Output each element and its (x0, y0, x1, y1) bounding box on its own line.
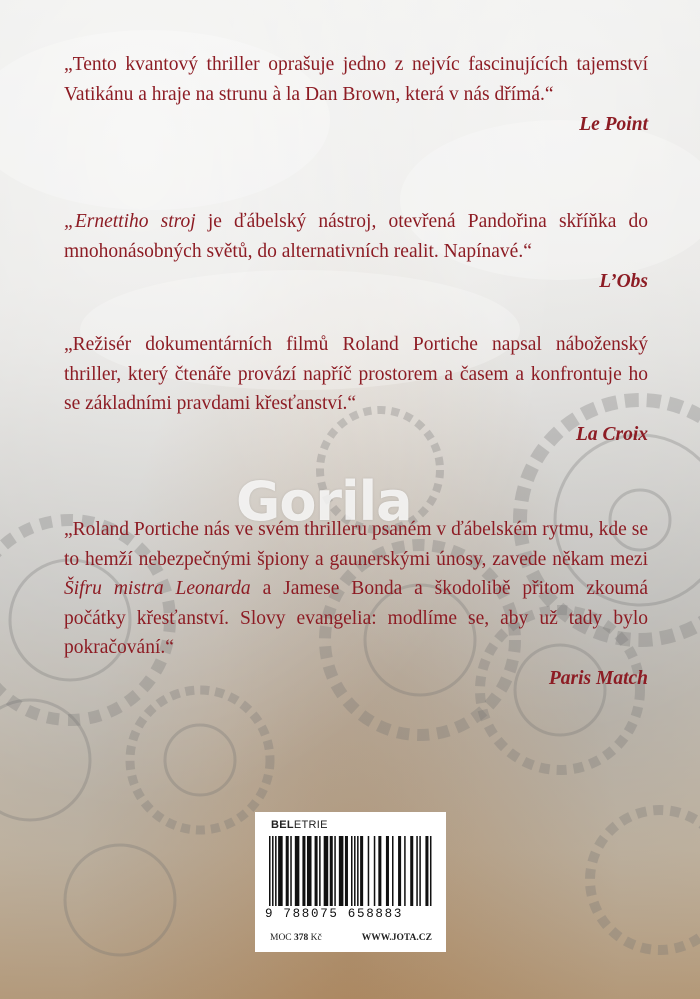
barcode-bar (334, 836, 336, 906)
barcode-bar (386, 836, 389, 906)
barcode-bar (275, 836, 277, 906)
publisher-watermark-logo: Gorila (236, 470, 412, 533)
quote-source: L’Obs (599, 271, 648, 292)
book-title-italic: Šifru mistra Leonarda (64, 578, 251, 599)
barcode-bar (315, 836, 318, 906)
barcode-bar (278, 836, 283, 906)
barcode-bar (419, 836, 421, 906)
barcode-bar (404, 836, 406, 906)
review-quote-1 (64, 50, 648, 138)
quote-text: „Tento kvantový thriller oprašuje jedno z nejvíc fascinujících tajemství Vatikánu a hraje na strunu à la Dan Brown, která v nás dřímá.“ (64, 54, 648, 105)
price: MOC 378 Kč (270, 933, 322, 943)
barcode-bar (286, 836, 289, 906)
review-quote-3 (64, 330, 648, 448)
quote-source: Paris Match (548, 667, 648, 689)
barcode-bar (269, 836, 271, 906)
series-label: BELETRIE (271, 819, 328, 831)
quote-text: „Ernettiho stroj je ďábelský nástroj, otevřená Pandořina skříňka do mnohonásobných světů, do alternativních realit. Napínavé.“ (64, 211, 648, 262)
book-title-italic: „Ernettiho stroj (64, 211, 196, 232)
barcode-bar (368, 836, 370, 906)
barcode-bar (354, 836, 356, 906)
isbn-digits: 9 788075 658883 (265, 907, 404, 921)
barcode-bar (324, 836, 329, 906)
barcode-bar (360, 836, 363, 906)
quote-text: „Roland Portiche nás ve svém thrilleru psaném v ďábelském rytmu, kde se to hemží nebezpečnými špiony a gaunerskými únosy, zavede někam mezi Šifru mistra Leonarda a Jamese Bonda a škodolibě přitom zkoumá počátky křesťanství. Slovy evangelia: modlíme se, aby už tady bylo pokračování.“ (64, 519, 648, 658)
isbn-barcode (269, 836, 433, 908)
barcode-bar (295, 836, 300, 906)
barcode-bar (272, 836, 274, 906)
barcode-bar (302, 836, 305, 906)
barcode-bar (430, 836, 432, 906)
barcode-bar (357, 836, 359, 906)
barcode-bar (378, 836, 381, 906)
barcode-bar (392, 836, 394, 906)
barcode-bar (290, 836, 292, 906)
barcode-bar (307, 836, 312, 906)
barcode-bar (410, 836, 413, 906)
barcode-label (255, 812, 446, 952)
barcode-bar (398, 836, 401, 906)
quote-source: Le Point (579, 114, 648, 135)
barcode-bar (425, 836, 428, 906)
review-quote-2 (64, 207, 648, 295)
barcode-bar (416, 836, 418, 906)
barcode-bar (351, 836, 353, 906)
review-quote-4 (64, 515, 648, 692)
publisher-website: WWW.JOTA.CZ (361, 933, 432, 943)
barcode-bar (319, 836, 321, 906)
barcode-bar (345, 836, 348, 906)
barcode-bar (330, 836, 333, 906)
barcode-bar (374, 836, 376, 906)
quote-text: „Režisér dokumentárních filmů Roland Portiche napsal náboženský thriller, který čtenáře provází napříč prostorem a časem a konfrontuje ho se základními pravdami křesťanství.“ (64, 334, 648, 414)
barcode-bar (339, 836, 344, 906)
quote-source: La Croix (575, 423, 648, 445)
